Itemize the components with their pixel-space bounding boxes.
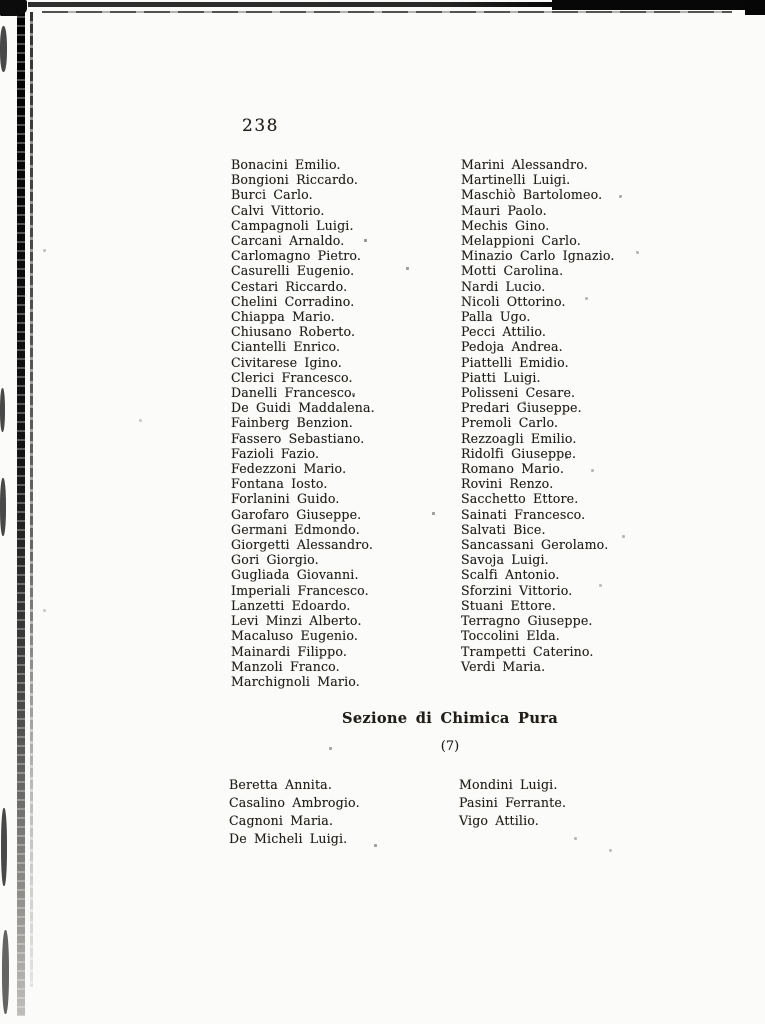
list-item: Pecci Attilio.: [461, 324, 547, 340]
list-item: Chiusano Roberto.: [231, 324, 356, 340]
main-list-left-column: [231, 157, 375, 689]
list-item: Burci Carlo.: [231, 187, 313, 203]
list-item: Melappioni Carlo.: [461, 233, 581, 249]
list-item: Germani Edmondo.: [231, 521, 360, 537]
list-item: Calvi Vittorio.: [231, 202, 325, 218]
scan-corner-top-right: [745, 0, 765, 15]
list-item: Fassero Sebastiano.: [231, 430, 365, 446]
list-item: Ridolfi Giuseppe.: [461, 445, 577, 461]
scan-edge-mark: [0, 26, 7, 72]
scan-corner-top-left: [0, 0, 27, 16]
list-item: Giorgetti Alessandro.: [231, 537, 374, 553]
list-item: Imperiali Francesco.: [231, 582, 369, 598]
list-item: Piatti Luigi.: [461, 369, 541, 385]
list-item: Nicoli Ottorino.: [461, 293, 566, 309]
list-item: Palla Ugo.: [461, 309, 531, 325]
list-item: Cagnoni Maria.: [229, 813, 334, 828]
list-item: Vigo Attilio.: [459, 813, 539, 828]
list-item: Piattelli Emidio.: [461, 354, 569, 370]
list-item: Rovini Renzo.: [461, 476, 554, 492]
list-item: Bongioni Riccardo.: [231, 172, 359, 188]
list-item: Ciantelli Enrico.: [231, 339, 341, 355]
list-item: Salvati Bice.: [461, 521, 546, 537]
list-item: Danelli Francesco.: [231, 385, 356, 401]
scan-edge-mark: [0, 478, 6, 536]
list-item: Marini Alessandro.: [461, 157, 588, 172]
list-item: Motti Carolina.: [461, 263, 564, 279]
list-item: Sforzini Vittorio.: [461, 582, 573, 598]
list-item: Chelini Corradino.: [231, 293, 355, 309]
list-item: Mainardi Filippo.: [231, 643, 348, 659]
scan-border-top-inner-line: [42, 11, 732, 13]
list-item: Campagnoli Luigi.: [231, 217, 354, 233]
list-item: Sancassani Gerolamo.: [461, 537, 609, 553]
list-item: Premoli Carlo.: [461, 415, 559, 431]
list-item: Bonacini Emilio.: [231, 157, 341, 172]
section-list-right-column: [459, 776, 566, 830]
list-item: Carcani Arnaldo.: [231, 233, 345, 249]
list-item: De Micheli Luigi.: [229, 831, 348, 846]
list-item: Rezzoagli Emilio.: [461, 430, 577, 446]
list-item: Fedezzoni Mario.: [231, 461, 347, 477]
list-item: Polisseni Cesare.: [461, 385, 576, 401]
list-item: Fazioli Fazio.: [231, 445, 320, 461]
list-item: Carlomagno Pietro.: [231, 248, 362, 264]
scan-edge-mark: [0, 388, 5, 432]
list-item: Gori Giorgio.: [231, 552, 319, 568]
list-item: Cestari Riccardo.: [231, 278, 348, 294]
list-item: Terragno Giuseppe.: [461, 613, 593, 629]
list-item: De Guidi Maddalena.: [231, 400, 375, 416]
list-item: Mondini Luigi.: [459, 777, 558, 792]
list-item: Mechis Gino.: [461, 217, 550, 233]
list-item: Forlanini Guido.: [231, 491, 340, 507]
list-item: Pedoja Andrea.: [461, 339, 563, 355]
list-item: Civitarese Igino.: [231, 354, 342, 370]
list-item: Chiappa Mario.: [231, 309, 335, 325]
scan-border-left-inner-line: [30, 12, 33, 987]
list-item: Levi Minzi Alberto.: [231, 613, 362, 629]
list-item: Fainberg Benzion.: [231, 415, 353, 431]
scan-edge-mark: [1, 808, 7, 886]
list-item: Mauri Paolo.: [461, 202, 547, 218]
list-item: Marchignoli Mario.: [231, 673, 360, 689]
list-item: Fontana Iosto.: [231, 476, 328, 492]
list-item: Casalino Ambrogio.: [229, 795, 360, 810]
page-number: 238: [242, 116, 279, 136]
list-item: Toccolini Elda.: [461, 628, 560, 644]
list-item: Scalfi Antonio.: [461, 567, 560, 583]
list-item: Casurelli Eugenio.: [231, 263, 355, 279]
list-item: Minazio Carlo Ignazio.: [461, 248, 615, 264]
scan-speckles: [0, 0, 1, 1]
list-item: Lanzetti Edoardo.: [231, 597, 351, 613]
list-item: Sainati Francesco.: [461, 506, 586, 522]
list-item: Savoja Luigi.: [461, 552, 549, 568]
section-count: (7): [440, 739, 460, 754]
list-item: Garofaro Giuseppe.: [231, 506, 362, 522]
scan-edge-mark: [2, 930, 9, 1014]
main-list-right-column: [461, 157, 615, 674]
list-item: Verdi Maria.: [461, 658, 546, 674]
list-item: Stuani Ettore.: [461, 597, 556, 613]
list-item: Pasini Ferrante.: [459, 795, 567, 810]
list-item: Predari Giuseppe.: [461, 400, 582, 416]
list-item: Martinelli Luigi.: [461, 172, 571, 188]
list-item: Beretta Annita.: [229, 777, 332, 792]
list-item: Maschiò Bartolomeo.: [461, 187, 603, 203]
list-item: Trampetti Caterino.: [461, 643, 594, 659]
list-item: Gugliada Giovanni.: [231, 567, 359, 583]
section-list-left-column: [229, 776, 360, 848]
list-item: Nardi Lucio.: [461, 278, 546, 294]
section-heading: Sezione di Chimica Pura: [341, 710, 558, 727]
list-item: Macaluso Eugenio.: [231, 628, 359, 644]
scan-border-left: [17, 0, 25, 1016]
list-item: Clerici Francesco.: [231, 369, 353, 385]
list-item: Manzoli Franco.: [231, 658, 340, 674]
list-item: Sacchetto Ettore.: [461, 491, 579, 507]
list-item: Romano Mario.: [461, 461, 564, 477]
scan-border-top-right-band: [552, 0, 765, 10]
